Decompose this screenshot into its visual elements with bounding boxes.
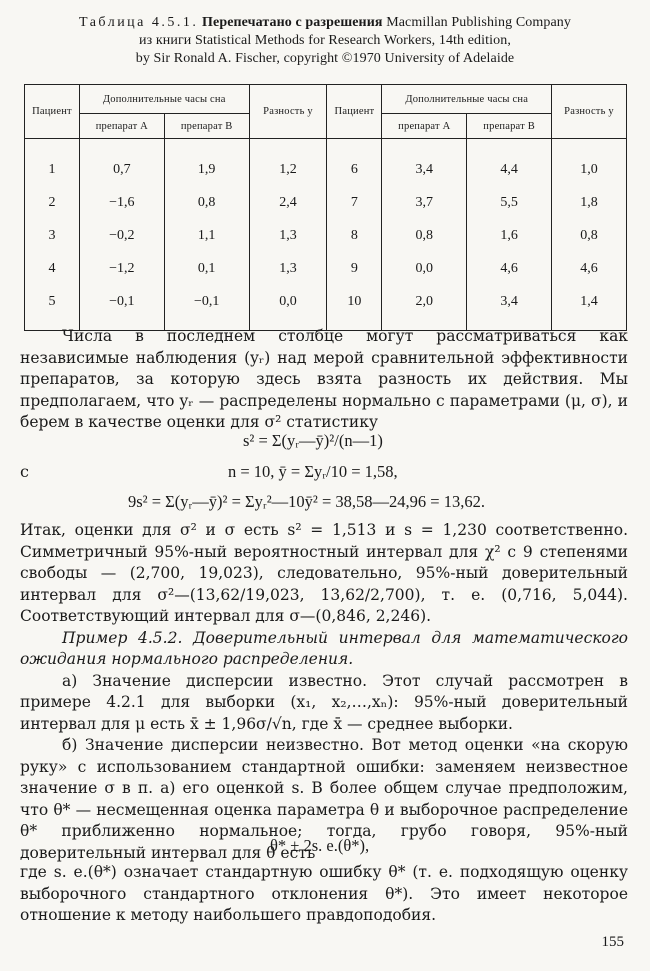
- paragraph-b: б) Значение дисперсии неизвестно. Вот метод оценки «на скорую руку» с использованием стандартной ошибки: заменяем неизвестное значение σ в п. а) его оценкой s. В более общем случае предположим, что θ* — несмещенная оценка параметра θ и выборочное распределение θ* приближенно нормальное; тогда, грубо говоря, 95%-ный доверительный интервал для θ есть: [20, 736, 628, 862]
- table-row: [25, 285, 627, 331]
- formula-theta: θ* ± 2s. e.(θ*),: [270, 836, 370, 855]
- th-drug-b-1: препарат B: [164, 114, 249, 139]
- cell-drug-a: 0,7: [79, 139, 164, 187]
- paragraph-a: а) Значение дисперсии известно. Этот случай рассмотрен в примере 4.2.1 для выборки (x₁, x₂,…,xₙ): 95%-ный доверительный интервал для μ есть x̄ ± 1,96σ/√n, где x̄ — среднее выборки.: [20, 671, 628, 733]
- paragraph-c: где s. e.(θ*) означает стандартную ошибку θ* (т. е. подходящую оценку выборочного стандартного отклонения θ*). Это имеет некоторое отношение к методу наибольшего правдоподобия.: [20, 863, 628, 924]
- table-row: [25, 219, 627, 252]
- cell-drug-b: 1,1: [164, 219, 249, 252]
- table-row: [25, 186, 627, 219]
- cell-drug-a: 0,8: [382, 219, 467, 252]
- cell-drug-a: −1,2: [79, 252, 164, 285]
- cell-drug-a: 3,4: [382, 139, 467, 187]
- th-diff-2: Разность y: [552, 85, 627, 139]
- th-patient-2: Пациент: [327, 85, 382, 139]
- cell-drug-b: 3,4: [467, 285, 552, 331]
- th-extra-sleep-2: Дополнительные часы сна: [382, 85, 552, 114]
- cell-diff: 1,8: [552, 186, 627, 219]
- cell-patient: 6: [327, 139, 382, 187]
- paragraph-1-block: [20, 326, 628, 434]
- cell-diff: 0,8: [552, 219, 627, 252]
- cell-drug-b: −0,1: [164, 285, 249, 331]
- th-drug-a-1: препарат A: [79, 114, 164, 139]
- formula-variance: s² = Σ(yᵣ—ȳ)²/(n—1): [243, 431, 383, 450]
- cell-patient: 2: [25, 186, 80, 219]
- th-drug-b-2: препарат B: [467, 114, 552, 139]
- th-diff-1: Разность y: [249, 85, 327, 139]
- caption-bold: Перепечатано с разрешения: [202, 15, 383, 30]
- text-body: [20, 520, 628, 864]
- cell-diff: 2,4: [249, 186, 327, 219]
- cell-patient: 5: [25, 285, 80, 331]
- cell-diff: 0,0: [249, 285, 327, 331]
- cell-drug-b: 0,1: [164, 252, 249, 285]
- formula-sum-squares: 9s² = Σ(yᵣ—ȳ)² = Σyᵣ²—10ȳ² = 38,58—24,96 = 13,62.: [128, 492, 485, 511]
- table-caption: [20, 14, 630, 68]
- paragraph-c-block: [20, 862, 628, 927]
- caption-line3: by Sir Ronald A. Fischer, copyright ©1970 University of Adelaide: [135, 51, 515, 66]
- caption-line2: из книги Statistical Methods for Research Workers, 14th edition,: [139, 33, 511, 48]
- cell-patient: 4: [25, 252, 80, 285]
- cell-drug-a: −1,6: [79, 186, 164, 219]
- cell-drug-b: 0,8: [164, 186, 249, 219]
- cell-diff: 1,3: [249, 252, 327, 285]
- paragraph-2: Итак, оценки для σ² и σ есть s² = 1,513 и s = 1,230 соответственно. Симметричный 95%-ный вероятностный интервал для χ² с 9 степенями свободы — (2,700, 19,023), следовательно, 95%-ный доверительный интервал для σ²—(13,62/19,023, 13,62/2,700), т. е. (0,716, 5,044). Соответствующий интервал для σ—(0,846, 2,246).: [20, 521, 628, 625]
- th-patient-1: Пациент: [25, 85, 80, 139]
- page-number: 155: [601, 934, 624, 950]
- cell-patient: 9: [327, 252, 382, 285]
- caption-line1: Macmillan Publishing Company: [386, 15, 571, 30]
- cell-patient: 3: [25, 219, 80, 252]
- c-mark: с: [20, 462, 29, 481]
- cell-patient: 10: [327, 285, 382, 331]
- th-extra-sleep-1: Дополнительные часы сна: [79, 85, 249, 114]
- cell-diff: 4,6: [552, 252, 627, 285]
- cell-diff: 1,4: [552, 285, 627, 331]
- cell-diff: 1,3: [249, 219, 327, 252]
- cell-drug-a: −0,1: [79, 285, 164, 331]
- cell-drug-b: 1,9: [164, 139, 249, 187]
- cell-drug-b: 1,6: [467, 219, 552, 252]
- cell-drug-a: 0,0: [382, 252, 467, 285]
- cell-drug-a: 2,0: [382, 285, 467, 331]
- cell-drug-a: 3,7: [382, 186, 467, 219]
- table-row: [25, 139, 627, 187]
- cell-patient: 8: [327, 219, 382, 252]
- cell-diff: 1,0: [552, 139, 627, 187]
- th-drug-a-2: препарат A: [382, 114, 467, 139]
- cell-patient: 7: [327, 186, 382, 219]
- caption-label: Таблица 4.5.1.: [79, 15, 199, 30]
- paragraph-1: Числа в последнем столбце могут рассматриваться как независимые наблюдения (yᵣ) над мерой сравнительной эффективности препаратов, за которую здесь взята разность их действия. Мы предполагаем, что yᵣ — распределены нормально с параметрами (μ, σ), и берем в качестве оценки для σ² статистику: [20, 327, 628, 431]
- cell-drug-b: 4,6: [467, 252, 552, 285]
- cell-patient: 1: [25, 139, 80, 187]
- cell-drug-b: 5,5: [467, 186, 552, 219]
- sleep-table: [24, 84, 627, 331]
- table-row: [25, 252, 627, 285]
- cell-drug-a: −0,2: [79, 219, 164, 252]
- cell-drug-b: 4,4: [467, 139, 552, 187]
- example-heading: Пример 4.5.2. Доверительный интервал для математического ожидания нормального распределения.: [20, 628, 628, 668]
- cell-diff: 1,2: [249, 139, 327, 187]
- formula-mean: n = 10, ȳ = Σyᵣ/10 = 1,58,: [228, 462, 398, 481]
